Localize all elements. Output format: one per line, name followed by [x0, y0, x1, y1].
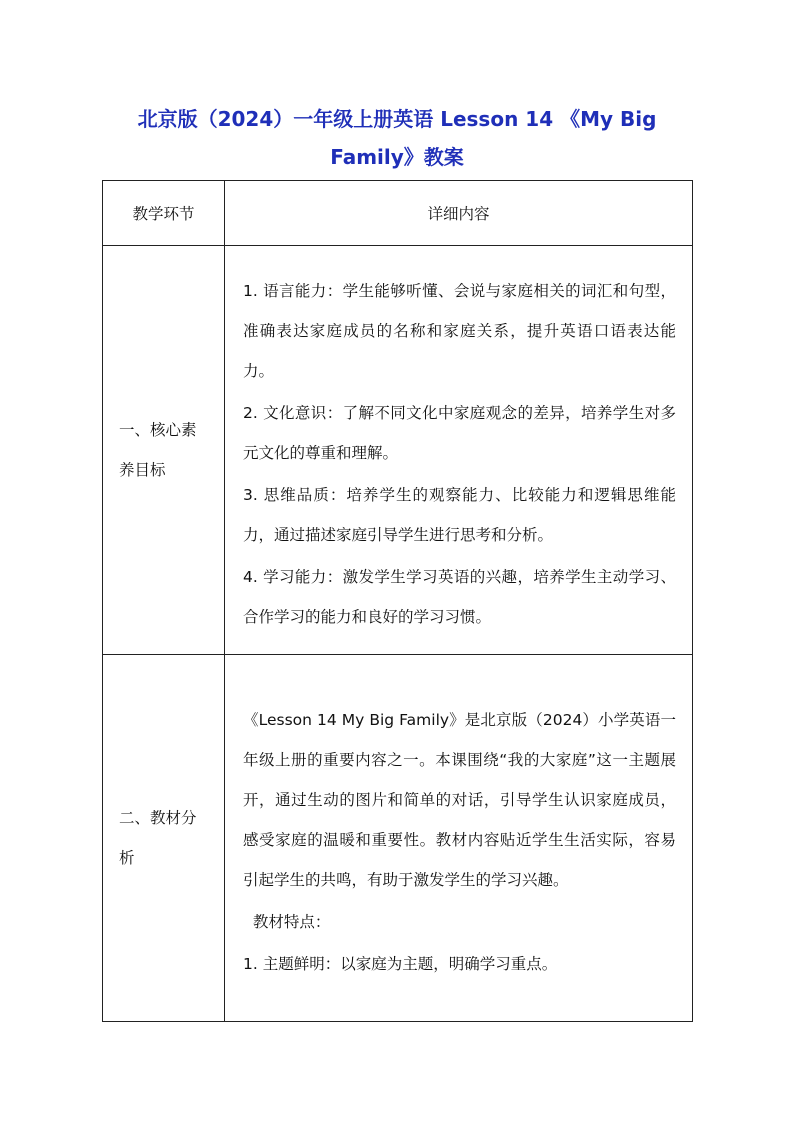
goal-thinking-quality: 3. 思维品质：培养学生的观察能力、比较能力和逻辑思维能力，通过描述家庭引导学生进行思考和分析。: [243, 486, 676, 544]
goal-cultural-awareness: 2. 文化意识：了解不同文化中家庭观念的差异，培养学生对多元文化的尊重和理解。: [243, 404, 676, 462]
row-content-material-analysis: [225, 655, 693, 1022]
material-feature-1: 1. 主题鲜明：以家庭为主题，明确学习重点。: [243, 955, 558, 973]
lesson-plan-table: [102, 180, 693, 1022]
header-teaching-stage: 教学环节: [103, 181, 225, 246]
goal-learning-ability: 4. 学习能力：激发学生学习英语的兴趣，培养学生主动学习、合作学习的能力和良好的学习习惯。: [243, 568, 676, 626]
document-title: [100, 100, 694, 176]
row-label-material-analysis: 二、教材分析: [103, 655, 225, 1022]
material-features-heading: 教材特点：: [243, 913, 331, 931]
header-detailed-content: 详细内容: [225, 181, 693, 246]
row-label-core-goals: 一、核心素养目标: [103, 246, 225, 655]
goal-language-ability: 1. 语言能力：学生能够听懂、会说与家庭相关的词汇和句型，准确表达家庭成员的名称和家庭关系，提升英语口语表达能力。: [243, 282, 676, 380]
table-row-material-analysis: [103, 655, 693, 1022]
row-content-core-goals: [225, 246, 693, 655]
table-header-row: [103, 181, 693, 246]
material-overview: 《Lesson 14 My Big Family》是北京版（2024）小学英语一年级上册的重要内容之一。本课围绕“我的大家庭”这一主题展开，通过生动的图片和简单的对话，引导学生认识家庭成员，感受家庭的温暖和重要性。教材内容贴近学生生活实际，容易引起学生的共鸣，有助于激发学生的学习兴趣。: [243, 711, 676, 889]
title-line-1: 北京版（2024）一年级上册英语 Lesson 14 《My Big: [137, 107, 657, 131]
title-line-2: Family》教案: [330, 145, 464, 169]
table-row-core-goals: [103, 246, 693, 655]
